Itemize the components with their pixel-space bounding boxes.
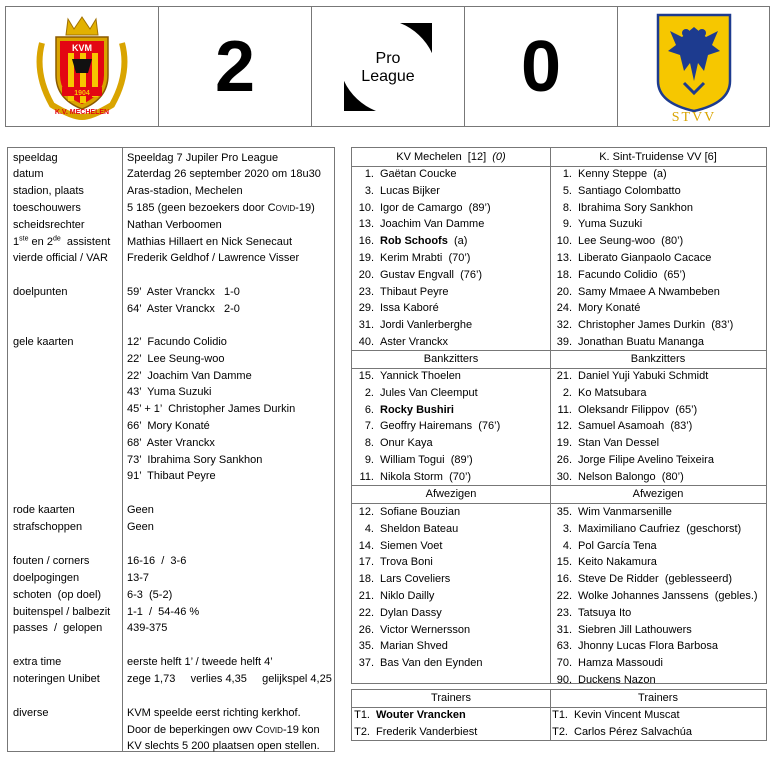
away-absent-row: 63. Jhonny Lucas Flora Barbosa	[556, 640, 719, 653]
home-starter-row: 3. Lucas Bijker	[364, 184, 440, 197]
label-stadion: stadion, plaats	[13, 185, 84, 197]
home-starter-row: 1. Gaëtan Coucke	[364, 168, 457, 180]
home-team-header: KV Mechelen [12] (0)	[396, 151, 506, 163]
label-vierde-official: vierde official / VAR	[13, 252, 108, 264]
away-starter-row: 32. Christopher James Durkin (83’)	[556, 319, 734, 332]
home-badge-top-text: KVM	[72, 42, 92, 53]
trainers-table	[351, 689, 767, 741]
home-starter-row: 23. Thibaut Peyre	[358, 285, 449, 298]
value-passes: 439-375	[127, 622, 168, 634]
yellow-card-row: 73’ Ibrahima Sory Sankhon	[127, 453, 263, 466]
away-absent-row: 15. Keito Nakamura	[556, 556, 657, 569]
label-rode-kaarten: rode kaarten	[13, 504, 75, 516]
away-absent-row: 90. Duckens Nazon	[556, 674, 656, 686]
away-starter-row: 8. Ibrahima Sory Sankhon	[562, 201, 693, 214]
home-bench-row: 11. Nikola Storm (70’)	[359, 470, 472, 483]
away-absent-row: 31. Siebren Jill Lathouwers	[556, 623, 692, 636]
label-noteringen: noteringen Unibet	[13, 673, 100, 685]
away-absent-row: 23. Tatsuya Ito	[556, 606, 632, 619]
home-starter-row: 13. Joachim Van Damme	[358, 218, 485, 231]
label-extra-time: extra time	[13, 656, 62, 668]
away-team-header: K. Sint-Truidense VV [6]	[599, 151, 717, 163]
yellow-card-row: 66’ Mory Konaté	[127, 420, 210, 432]
stvv-logo	[654, 11, 734, 123]
away-bench-row: 30. Nelson Balongo (80’)	[556, 470, 684, 483]
yellow-card-row: 12’ Facundo Colidio	[127, 336, 227, 348]
away-score: 0	[520, 26, 562, 107]
home-starter-row: 16. Rob Schoofs (a)	[358, 235, 468, 248]
home-absent-row: 37. Bas Van den Eynden	[358, 657, 483, 670]
away-absent-row: 70. Hamza Massoudi	[556, 657, 663, 670]
away-trainer-row: T1. Kevin Vincent Muscat	[552, 709, 680, 721]
away-starter-row: 18. Facundo Colidio (65’)	[556, 268, 686, 281]
value-noteringen: zege 1,73 verlies 4,35 gelijkspel 4,25	[127, 673, 332, 685]
label-doelpogingen: doelpogingen	[13, 572, 80, 584]
home-bench-row: 8. Onur Kaya	[364, 437, 433, 450]
league-logo-line1: Pro	[375, 49, 401, 67]
away-absent-header: Afwezigen	[632, 488, 684, 500]
value-assistent: Mathias Hillaert en Nick Senecaut	[127, 236, 293, 248]
away-badge-name: STVV	[671, 109, 716, 123]
away-starter-row: 1. Kenny Steppe (a)	[562, 168, 667, 180]
home-starter-row: 20. Gustav Engvall (76’)	[358, 268, 483, 281]
home-bench-row: 2. Jules Van Cleemput	[364, 386, 478, 399]
value-schoten: 6-3 (5-2)	[127, 589, 173, 601]
label-schoten: schoten (op doel)	[13, 589, 102, 601]
away-badge-cell	[617, 6, 770, 127]
away-starter-row: 13. Liberato Gianpaolo Cacace	[556, 252, 712, 264]
home-trainer-row: T1. Wouter Vrancken	[354, 709, 466, 721]
away-starter-row: 10. Lee Seung-woo (80’)	[556, 235, 684, 248]
diverse-line-2: Door de beperkingen owv Covid-19 kon	[127, 724, 320, 736]
label-fouten: fouten / corners	[13, 555, 90, 567]
yellow-card-row: 91’ Thibaut Peyre	[127, 470, 216, 483]
home-absent-row: 26. Victor Wernersson	[358, 623, 471, 636]
away-absent-row: 16. Steve De Ridder (geblesseerd)	[556, 573, 733, 586]
label-gele-kaarten: gele kaarten	[13, 336, 74, 348]
away-starter-row: 9. Yuma Suzuki	[562, 218, 643, 231]
label-datum: datum	[13, 168, 44, 180]
away-bench-row: 26. Jorge Filipe Avelino Teixeira	[556, 454, 714, 466]
diverse-line-3: KV slechts 5 200 plaatsen open stellen.	[127, 740, 320, 752]
kv-mechelen-logo	[32, 13, 132, 121]
away-bench-row: 19. Stan Van Dessel	[556, 437, 660, 450]
away-absent-row: 35. Wim Vanmarsenille	[556, 506, 672, 518]
pro-league-logo	[338, 17, 438, 117]
home-bench-row: 6. Rocky Bushiri	[364, 403, 454, 416]
value-vierde-official: Frederik Geldhof / Lawrence Visser	[127, 252, 300, 264]
home-starter-row: 19. Kerim Mrabti (70’)	[358, 252, 471, 264]
value-doelpogingen: 13-7	[127, 572, 150, 584]
away-starter-row: 5. Santiago Colombatto	[562, 184, 681, 197]
match-info-table	[7, 147, 335, 752]
home-score: 2	[214, 26, 256, 107]
home-bench-header: Bankzitters	[423, 353, 479, 365]
home-trainer-row: T2. Frederik Vanderbiest	[354, 725, 478, 738]
away-starter-row: 39. Jonathan Buatu Mananga	[556, 336, 704, 348]
away-bench-row: 12. Samuel Asamoah (83’)	[556, 420, 693, 433]
label-diverse: diverse	[13, 707, 49, 719]
yellow-card-row: 22’ Lee Seung-woo	[127, 352, 225, 365]
home-badge-year: 1904	[74, 89, 90, 97]
home-starter-row: 31. Jordi Vanlerberghe	[358, 319, 473, 332]
value-toeschouwers: 5 185 (geen bezoekers door Covid-19)	[127, 202, 315, 214]
home-bench-row: 7. Geoffry Hairemans (76’)	[364, 420, 501, 433]
label-assistent: 1ste en 2de assistent	[13, 235, 111, 248]
home-badge-name: K.V. MECHELEN	[54, 108, 110, 116]
home-starter-row: 29. Issa Kaboré	[358, 302, 439, 315]
value-extra-time: eerste helft 1’ / tweede helft 4’	[127, 656, 273, 668]
away-score-cell	[464, 6, 618, 127]
home-score-cell	[158, 6, 312, 127]
value-datum: Zaterdag 26 september 2020 om 18u30	[127, 168, 321, 180]
away-absent-row: 3. Maximiliano Caufriez (geschorst)	[562, 522, 742, 535]
value-stadion: Aras-stadion, Mechelen	[127, 185, 243, 197]
diverse-line-1: KVM speelde eerst richting kerkhof.	[127, 707, 301, 719]
away-bench-row: 21. Daniel Yuji Yabuki Schmidt	[556, 370, 709, 382]
label-doelpunten: doelpunten	[13, 286, 68, 298]
away-bench-row: 11. Oleksandr Filippov (65’)	[557, 403, 698, 416]
value-speeldag: Speeldag 7 Jupiler Pro League	[127, 152, 279, 164]
away-absent-row: 4. Pol García Tena	[562, 539, 657, 552]
home-bench-row: 9. William Togui (89’)	[364, 454, 473, 466]
label-toeschouwers: toeschouwers	[13, 202, 81, 214]
home-absent-row: 35. Marian Shved	[358, 640, 448, 653]
home-absent-row: 18. Lars Coveliers	[358, 573, 451, 586]
value-buitenspel: 1-1 / 54-46 %	[127, 606, 200, 618]
home-absent-row: 12. Sofiane Bouzian	[358, 506, 461, 518]
goal-2: 64’ Aster Vranckx 2-0	[127, 303, 240, 315]
value-strafschoppen: Geen	[127, 521, 154, 533]
yellow-card-row: 45’ + 1’ Christopher James Durkin	[127, 403, 296, 416]
value-scheidsrechter: Nathan Verboomen	[127, 219, 222, 231]
home-starter-row: 10. Igor de Camargo (89’)	[358, 201, 491, 214]
away-starter-row: 20. Samy Mmaee A Nwambeben	[556, 285, 720, 298]
home-absent-row: 14. Siemen Voet	[358, 539, 443, 552]
yellow-card-row: 22’ Joachim Van Damme	[127, 369, 252, 382]
value-rode-kaarten: Geen	[127, 504, 154, 516]
home-trainers-header: Trainers	[431, 692, 471, 704]
goal-1: 59’ Aster Vranckx 1-0	[127, 286, 240, 298]
home-absent-row: 22. Dylan Dassy	[358, 606, 442, 619]
label-strafschoppen: strafschoppen	[13, 521, 83, 533]
yellow-card-row: 68’ Aster Vranckx	[127, 436, 215, 449]
away-trainers-header: Trainers	[638, 692, 678, 704]
home-starter-row: 40. Aster Vranckx	[358, 336, 449, 348]
yellow-card-row: 43’ Yuma Suzuki	[127, 386, 212, 399]
league-logo-cell	[311, 6, 465, 127]
league-logo-line2: League	[361, 67, 415, 85]
home-absent-row: 21. Niklo Dailly	[358, 590, 435, 602]
away-bench-header: Bankzitters	[630, 353, 686, 365]
away-absent-row: 22. Wolke Johannes Janssens (gebles.)	[556, 590, 758, 602]
label-buitenspel: buitenspel / balbezit	[13, 606, 111, 618]
label-passes: passes / gelopen	[13, 622, 103, 634]
home-badge-cell	[5, 6, 159, 127]
home-bench-row: 15. Yannick Thoelen	[358, 370, 461, 382]
lineup-table	[351, 147, 767, 684]
label-scheidsrechter: scheidsrechter	[13, 219, 85, 231]
home-absent-row: 17. Trova Boni	[358, 556, 433, 569]
away-starter-row: 24. Mory Konaté	[556, 302, 641, 315]
label-speeldag: speeldag	[13, 152, 58, 164]
value-fouten: 16-16 / 3-6	[127, 555, 187, 567]
away-trainer-row: T2. Carlos Pérez Salvachúa	[552, 725, 693, 738]
away-bench-row: 2. Ko Matsubara	[562, 386, 647, 399]
home-absent-header: Afwezigen	[425, 488, 477, 500]
home-absent-row: 4. Sheldon Bateau	[364, 522, 459, 535]
